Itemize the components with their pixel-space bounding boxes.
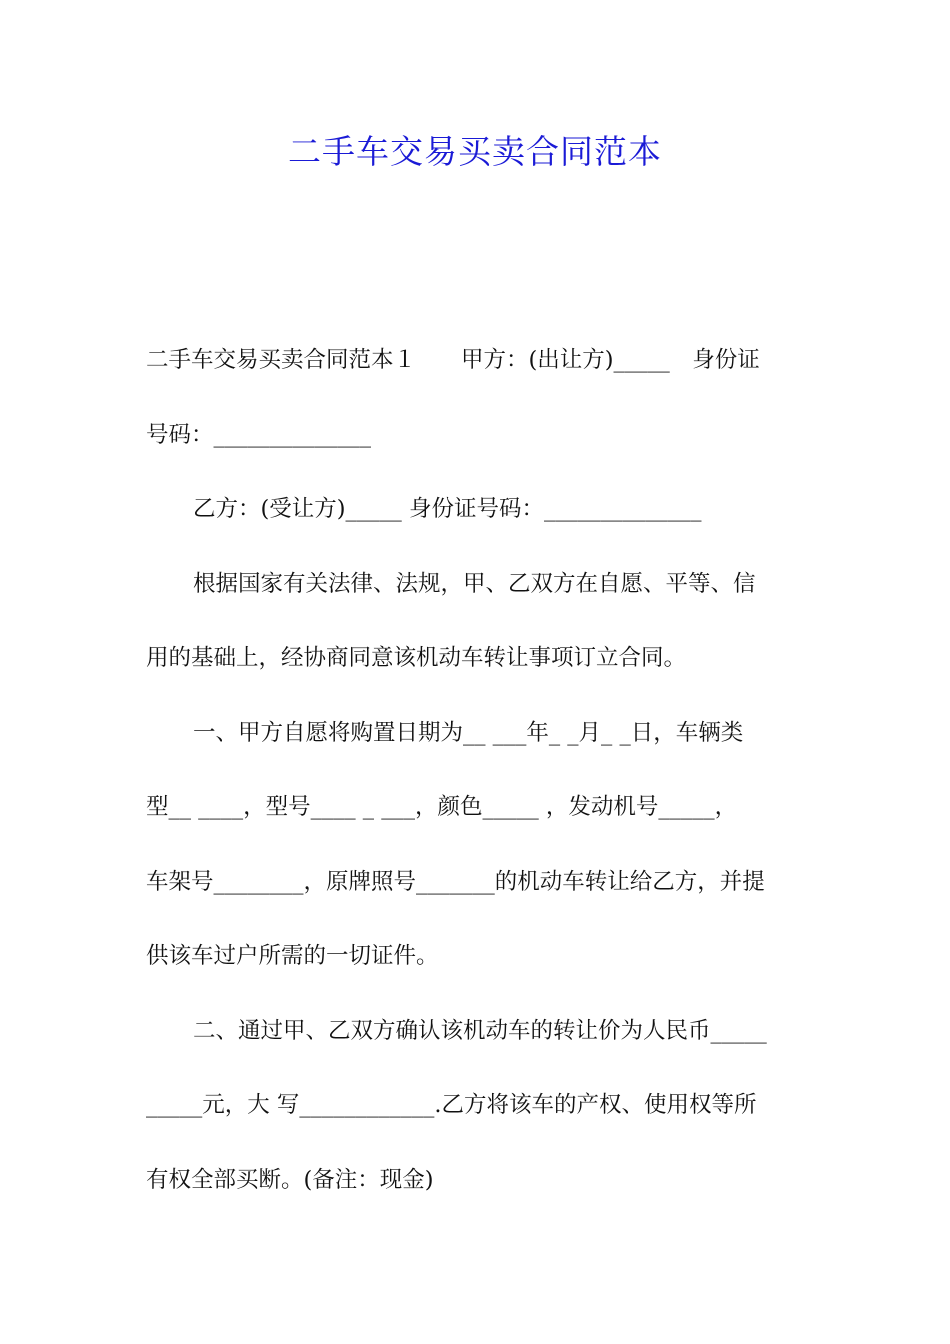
text-line [146, 415, 810, 490]
text-line [146, 1085, 810, 1160]
text-line [146, 340, 810, 415]
text-line-content: 乙方：(受让方)_____ 身份证号码：______________ [193, 496, 702, 522]
text-line [146, 564, 810, 639]
text-line-content: 二、通过甲、乙双方确认该机动车的转让价为人民币_____ [193, 1017, 767, 1044]
text-line-content: _____元，大 写____________.乙方将该车的产权、使用权等所 [146, 1092, 757, 1118]
text-line [146, 489, 810, 564]
text-line [146, 713, 810, 788]
text-line-content: 一、甲方自愿将购置日期为__ ___年_ _月_ _日，车辆类 [193, 719, 744, 746]
text-line [146, 936, 810, 1011]
text-line [146, 1160, 810, 1235]
text-line-content: 号码：______________ [146, 421, 372, 448]
document-title: 二手车交易买卖合同范本 [288, 132, 662, 171]
text-line [146, 1011, 810, 1086]
text-line-content: 二手车交易买卖合同范本１ 甲方：(出让方)_____ 身份证 [146, 347, 760, 373]
text-line-content: 有权全部买断。(备注：现金) [146, 1166, 434, 1193]
text-line-content: 供该车过户所需的一切证件。 [146, 943, 439, 969]
text-line-content: 车架号________，原牌照号_______的机动车转让给乙方，并提 [146, 868, 765, 895]
text-line [146, 787, 810, 862]
text-line-content: 用的基础上，经协商同意该机动车转让事项订立合同。 [146, 645, 687, 671]
text-line-content: 根据国家有关法律、法规，甲、乙双方在自愿、平等、信 [193, 570, 756, 597]
text-line [146, 862, 810, 937]
text-line-content: 型__ ____，型号____ _ ___，颜色_____ ，发动机号_____， [146, 794, 738, 820]
contract-body [146, 340, 810, 1234]
text-line [146, 638, 810, 713]
